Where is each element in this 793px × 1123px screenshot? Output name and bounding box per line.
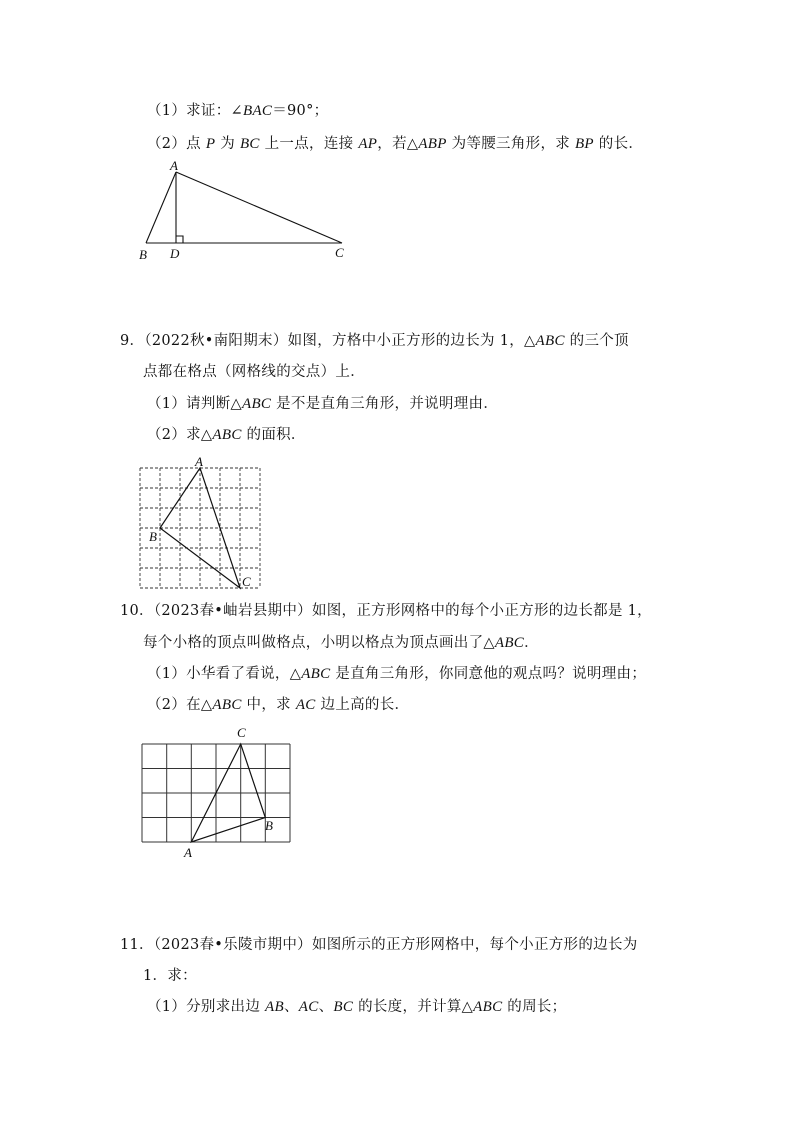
p9-line2: 点都在格点（网格线的交点）上．	[143, 364, 365, 380]
p10-label-a: A	[184, 845, 192, 860]
p9-part1: （1）请判断△ABC 是不是直角三角形，并说明理由．	[147, 396, 499, 412]
p10-line2: 每个小格的顶点叫做格点，小明以格点为顶点画出了△ABC．	[143, 635, 539, 651]
p9-dashed-grid	[140, 468, 260, 588]
p10-label-b: B	[265, 818, 273, 833]
p8-label-d: D	[170, 246, 180, 261]
p8-right-angle-mark	[176, 236, 183, 243]
p8-label-b: B	[139, 247, 147, 262]
p8-part1: （1）求证：∠BAC＝90°；	[147, 103, 329, 119]
p8-part2: （2）点 P 为 BC 上一点，连接 AP，若△ABP 为等腰三角形，求 BP 的长．	[147, 136, 644, 152]
p9-label-a: A	[195, 454, 203, 469]
p10-part1: （1）小华看了看说，△ABC 是直角三角形，你同意他的观点吗？说明理由；	[147, 666, 647, 682]
p8-seg-ab	[146, 172, 176, 243]
p9-part2: （2）求△ABC 的面积．	[147, 427, 306, 443]
p10-figure	[138, 725, 298, 865]
p10-part2: （2）在△ABC 中，求 AC 边上高的长．	[147, 697, 410, 713]
p9-label-b: B	[149, 529, 157, 544]
p11-line2: 1．求：	[143, 968, 197, 984]
p8-seg-ac	[176, 172, 342, 243]
p11-line1: 11．（2023春•乐陵市期中）如图所示的正方形网格中，每个小正方形的边长为	[120, 937, 638, 953]
p10-label-c: C	[237, 725, 246, 740]
p9-label-c: C	[242, 574, 251, 589]
p8-figure	[130, 155, 370, 265]
p10-line1: 10．（2023春•岫岩县期中）如图，正方形网格中的每个小正方形的边长都是 1，	[120, 603, 652, 619]
p8-label-a: A	[170, 158, 178, 173]
p9-figure	[138, 455, 278, 595]
p8-label-c: C	[335, 245, 344, 260]
p11-part1: （1）分别求出边 AB、AC、BC 的长度，并计算△ABC 的周长；	[147, 999, 567, 1015]
p9-line1: 9．（2022秋•南阳期末）如图，方格中小正方形的边长为 1，△ABC 的三个顶	[120, 333, 629, 349]
